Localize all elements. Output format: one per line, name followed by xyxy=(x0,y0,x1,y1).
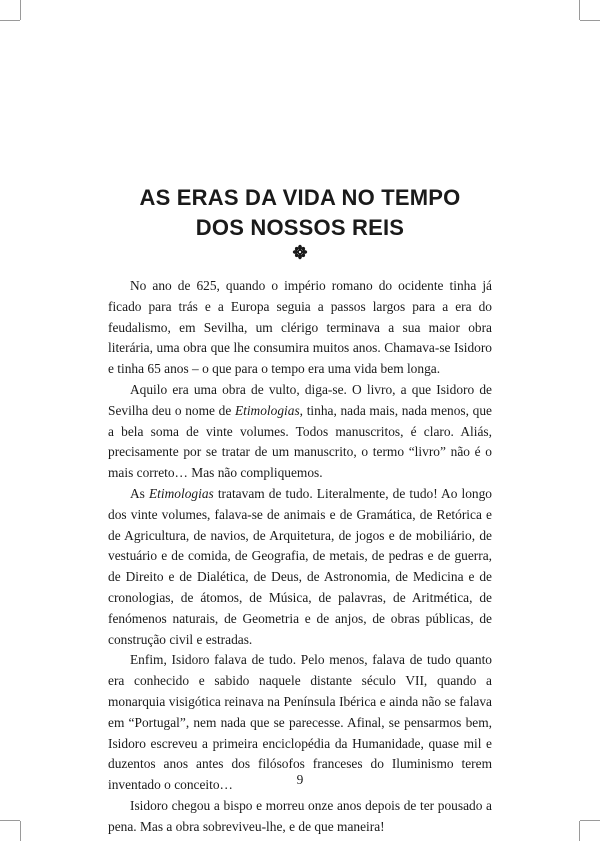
italic-title-run: Etimologias xyxy=(149,485,214,501)
crop-mark-top-right-h xyxy=(580,20,600,21)
italic-title-run: Etimologias xyxy=(234,402,300,418)
flower-ornament-icon xyxy=(288,244,312,260)
crop-mark-bottom-right-h xyxy=(580,820,600,821)
crop-mark-bottom-left-v xyxy=(20,821,21,841)
body-paragraph xyxy=(108,484,492,650)
body-paragraph xyxy=(108,380,492,484)
crop-mark-top-left-v xyxy=(20,0,21,20)
text-run: No ano de 625, quando o império romano do ocidente tinha já ficado para trás e a Europa seguia a passos largos para a era do feudalismo, em Sevilha, um clérigo terminava a sua maior obra literária, uma obra que lhe consumira muitos anos. Chamava-se Isidoro e tinha 65 anos – o que para o tempo era uma vida bem longa. xyxy=(108,278,492,377)
text-run: As xyxy=(130,485,149,501)
text-run: , tinha, nada mais, nada menos, que a bela soma de vinte volumes. Todos manuscritos, é claro. Aliás, precisamente por se tratar de um manuscrito, o termo “livro” não é o mais correto… Mas não compliquemos. xyxy=(108,402,492,481)
body-text xyxy=(108,276,492,838)
crop-mark-bottom-left-h xyxy=(0,820,20,821)
text-run: tratavam de tudo. Literalmente, de tudo! Ao longo dos vinte volumes, falava-se de animais e de Gramática, de Retórica e de Agricultura, de navios, de Arquitetura, de jogos e de mobiliário, de vestuário e de comida, de Geografia, de metais, de pedras e de guerra, de Direito e de Dialética, de Deus, de Astronomia, de Medicina e de cronologias, de átomos, de Música, de palavras, de Aritmética, de fenómenos naturais, de Geometria e de anjos, de obras públicas, de construção civil e estradas. xyxy=(108,485,493,647)
chapter-title xyxy=(60,183,540,243)
page-number: 9 xyxy=(296,772,304,787)
body-paragraph xyxy=(108,276,492,380)
text-run: Aquilo era uma obra de vulto, diga-se. O livro, a que Isidoro de Sevilha deu o nome de xyxy=(108,381,492,418)
crop-mark-top-right-v xyxy=(579,0,580,20)
text-run: Enfim, Isidoro falava de tudo. Pelo menos, falava de tudo quanto era conhecido e sabido naquele distante século VII, quando a monarquia visigótica reinava na Península Ibérica e ainda não se falava em “Portugal”, nem nada que se parecesse. Afinal, se pensarmos bem, Isidoro escreveu a primeira enciclopédia da Humanidade, quase mil e duzentos anos antes dos filósofos franceses do Iluminismo terem inventado o conceito… xyxy=(108,652,492,793)
crop-mark-top-left-h xyxy=(0,20,20,21)
text-run: Isidoro chegou a bispo e morreu onze anos depois de ter pousado a pena. Mas a obra sobreviveu-lhe, e de que maneira! xyxy=(108,797,492,834)
body-paragraph xyxy=(108,796,492,838)
crop-mark-bottom-right-v xyxy=(579,821,580,841)
chapter-title-line-2: DOS NOSSOS REIS xyxy=(195,215,405,240)
chapter-title-line-1: AS ERAS DA VIDA NO TEMPO xyxy=(139,185,461,210)
